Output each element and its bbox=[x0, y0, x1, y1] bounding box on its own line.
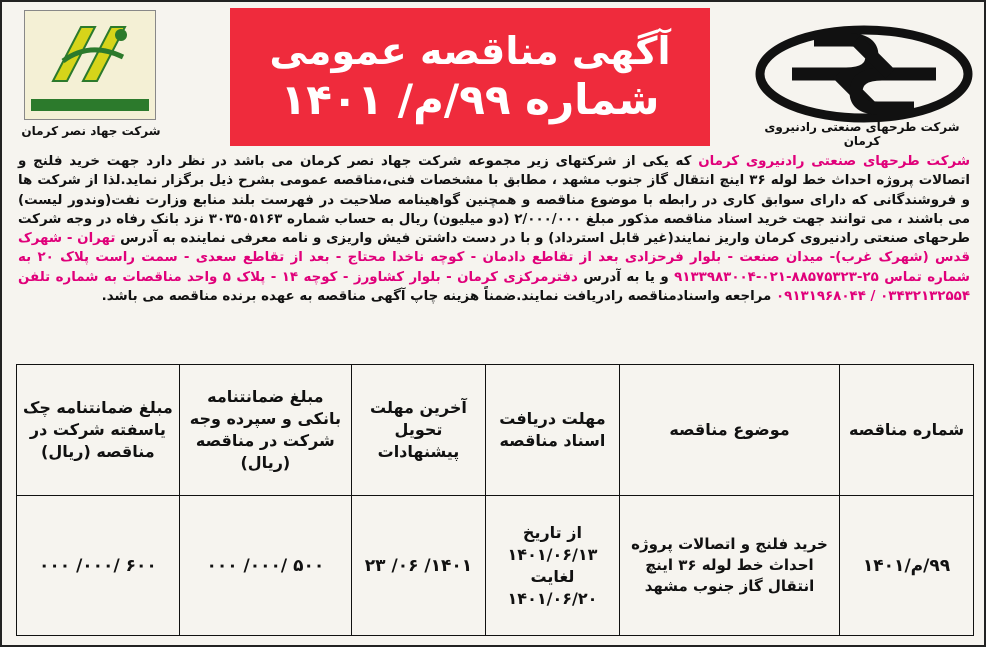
doc-from-date: ۱۴۰۱/۰۶/۱۳ bbox=[507, 544, 598, 564]
table-header-row bbox=[17, 365, 974, 496]
company-name: شرکت طرحهای صنعتی رادنیروی کرمان bbox=[698, 154, 970, 169]
notice-body bbox=[18, 152, 970, 306]
body-text-2: و یا به آدرس bbox=[577, 269, 675, 285]
body-text-3: مراجعه واسنادمناقصه رادریافت نمایند.ضمناً هزینه چاپ آگهی مناقصه به عهده برنده مناقصه می باشد. bbox=[101, 289, 776, 305]
cell-number: ۹۹/م/۱۴۰۱ bbox=[840, 496, 974, 636]
header bbox=[2, 2, 986, 150]
tehran-address: تهران - شهرک قدس (شهرک غرب)- میدان صنعت - بلوار فرحزادی بعد از تقاطع دادمان - کوچه ناخدا محتاج - بعد از تقاطع سعدی - سمت راست پلاک ۲۰ به شماره تماس ۲۵-۸۸۵۷۵۳۲۳-۰۲۱-۹۱۳۳۹۸۳۰۰۴ bbox=[18, 231, 971, 285]
cell-doc-deadline bbox=[485, 496, 619, 636]
header-subject: موضوع مناقصه bbox=[619, 365, 839, 496]
header-bank-guarantee: مبلغ ضمانتنامه بانکی و سپرده وجه شرکت در مناقصه (ریال) bbox=[179, 365, 351, 496]
kerman-address: دفترمرکزی کرمان - بلوار کشاورز - کوچه ۱۴ - پلاک ۵ واحد مناقصات به شماره تلفن ۰۳۴۳۲۱۳۲۵۵۴ / ۰۹۱۳۱۹۶۸۰۴۴ bbox=[18, 269, 970, 305]
header-proposal-deadline: آخرین مهلت تحویل پیشنهادات bbox=[351, 365, 485, 496]
body-text-1: که یکی از شرکتهای زیر مجموعه شرکت جهاد نصر کرمان می باشد در نظر دارد جهت خرید فلنج و اتصالات پروژه احداث خط لوله ۳۶ اینچ انتقال گاز جنوب مشهد ، مطابق با مشخصات فنی،مناقصه عمومی بشرح ذیل برگزار نماید.لذا از شرکت ها و فروشندگانی که دارای سوابق کاری در رابطه با موضوع مناقصه و همچنین گواهینامه صلاحیت در فهرست بلند منابع وزارت نفت(وندور لیست) می باشند ، می توانند جهت خرید اسناد مناقصه مذکور مبلغ ۲/۰۰۰/۰۰۰ (دو میلیون) ریال به حساب شماره ۳۰۳۵۰۵۱۶۳ نزد بانک رفاه در وجه شرکت طرحهای صنعتی رادنیروی کرمان واریز نمایند(غیر قابل استرداد) و با در دست داشتن فیش واریزی و نامه معرفی نماینده به آدرس bbox=[18, 154, 970, 247]
title-banner bbox=[230, 8, 710, 146]
header-doc-deadline: مهلت دریافت اسناد مناقصه bbox=[485, 365, 619, 496]
doc-from-label: از تاریخ bbox=[522, 522, 582, 542]
jahad-nasr-logo-icon bbox=[24, 10, 156, 120]
table-row bbox=[17, 496, 974, 636]
header-number: شماره مناقصه bbox=[840, 365, 974, 496]
cell-bank-guarantee: ۵۰۰ /۰۰۰/ ۰۰۰ bbox=[179, 496, 351, 636]
cell-cheque-guarantee: ۶۰۰ /۰۰۰/ ۰۰۰ bbox=[17, 496, 180, 636]
page-title: آگهی مناقصه عمومی bbox=[269, 29, 671, 73]
right-logo-caption: شرکت طرحهای صنعتی رادنیروی کرمان bbox=[764, 120, 960, 148]
tender-number-title: شماره ۹۹/م/ ۱۴۰۱ bbox=[280, 74, 660, 124]
doc-to-label: لغایت bbox=[530, 566, 575, 586]
header-cheque-guarantee: مبلغ ضمانتنامه چک یاسفته شرکت در مناقصه (ریال) bbox=[17, 365, 180, 496]
tender-table bbox=[16, 364, 974, 636]
left-logo-caption: شرکت جهاد نصر کرمان bbox=[21, 124, 161, 138]
doc-to-date: ۱۴۰۱/۰۶/۲۰ bbox=[507, 588, 598, 608]
cell-subject: خرید فلنج و اتصالات پروژه احداث خط لوله ۳۶ اینچ انتقال گاز جنوب مشهد bbox=[619, 496, 839, 636]
radniroo-logo-icon bbox=[754, 24, 974, 124]
cell-proposal-deadline: ۱۴۰۱/ ۰۶/ ۲۳ bbox=[351, 496, 485, 636]
